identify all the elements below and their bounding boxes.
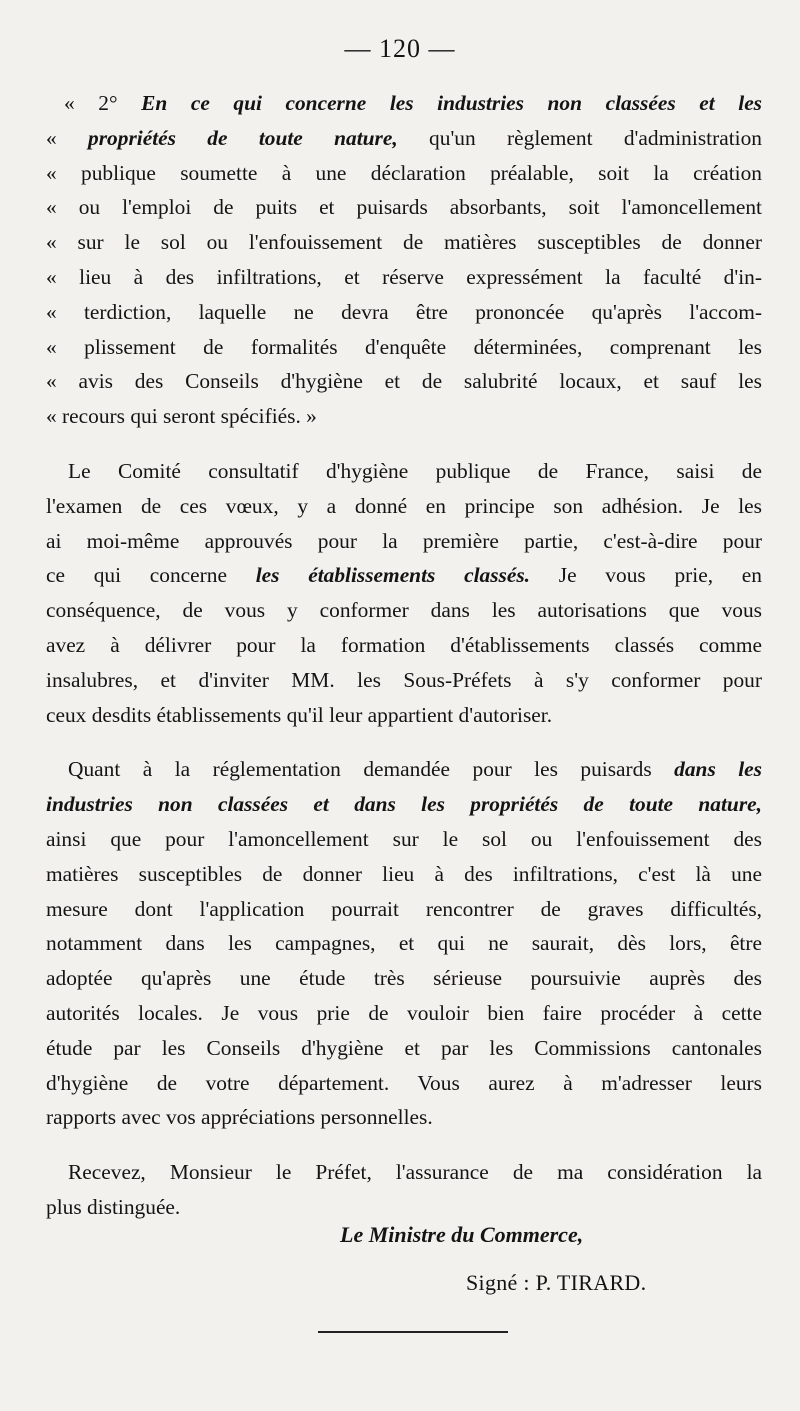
text-line: Recevez, Monsieur le Préfet, l'assurance de ma considération la (68, 1160, 762, 1185)
text-line: ce qui concerne les établissements classés. Je vous prie, en (46, 563, 762, 588)
paragraph-closing (46, 1155, 762, 1225)
paragraph-committee (46, 454, 762, 732)
page-number: — 120 — (344, 34, 456, 63)
letter-body (46, 86, 762, 1225)
closing-rule (318, 1331, 508, 1333)
text-line: Quant à la réglementation demandée pour les puisards dans les (68, 757, 762, 782)
text-line: ai moi-même approuvés pour la première partie, c'est-à-dire pour (46, 528, 762, 553)
text-line: d'hygiène de votre département. Vous aurez à m'adresser leurs (46, 1070, 762, 1095)
paragraph-quote (46, 86, 762, 434)
text-line: « terdiction, laquelle ne devra être prononcée qu'après l'accom- (46, 299, 762, 324)
text-line: matières susceptibles de donner lieu à des infiltrations, c'est là une (46, 861, 762, 886)
text-line: « 2° En ce qui concerne les industries non classées et les (64, 91, 762, 115)
text-line: plus distinguée. (46, 1194, 181, 1219)
text-line: insalubres, et d'inviter MM. les Sous-Préfets à s'y conformer pour (46, 667, 762, 692)
text-line: industries non classées et dans les propriétés de toute nature, (46, 792, 762, 817)
text-line: « sur le sol ou l'enfouissement de matières susceptibles de donner (46, 230, 762, 255)
text-line: Le Comité consultatif d'hygiène publique de France, saisi de (68, 458, 762, 483)
text-line: « plissement de formalités d'enquête déterminées, comprenant les (46, 334, 762, 359)
text-line: l'examen de ces vœux, y a donné en principe son adhésion. Je les (46, 493, 762, 518)
text-line: conséquence, de vous y conformer dans les autorisations que vous (46, 598, 762, 623)
text-line: « publique soumette à une déclaration préalable, soit la création (46, 160, 762, 185)
text-line: rapports avec vos appréciations personnelles. (46, 1105, 433, 1130)
text-line: « avis des Conseils d'hygiène et de salubrité locaux, et sauf les (46, 369, 762, 394)
text-line: étude par les Conseils d'hygiène et par les Commissions cantonales (46, 1035, 762, 1060)
signer-name: Signé : P. TIRARD. (466, 1270, 647, 1295)
text-line: mesure dont l'application pourrait rencontrer de graves difficultés, (46, 896, 762, 921)
text-line: « propriétés de toute nature, qu'un règlement d'administration (46, 125, 762, 150)
text-line: « recours qui seront spécifiés. » (46, 404, 317, 429)
paragraph-regulation (46, 752, 762, 1135)
text-line: ceux desdits établissements qu'il leur appartient d'autoriser. (46, 702, 553, 727)
text-line: avez à délivrer pour la formation d'établissements classés comme (46, 632, 762, 657)
text-line: « ou l'emploi de puits et puisards absorbants, soit l'amoncellement (46, 195, 762, 220)
text-line: ainsi que pour l'amoncellement sur le sol ou l'enfouissement des (46, 826, 762, 851)
text-line: notamment dans les campagnes, et qui ne saurait, dès lors, être (46, 931, 762, 956)
text-line: adoptée qu'après une étude très sérieuse poursuivie auprès des (46, 966, 762, 991)
text-line: « lieu à des infiltrations, et réserve expressément la faculté d'in- (46, 264, 762, 289)
signer-role: Le Ministre du Commerce, (340, 1222, 584, 1247)
text-line: autorités locales. Je vous prie de vouloir bien faire procéder à cette (46, 1000, 762, 1025)
